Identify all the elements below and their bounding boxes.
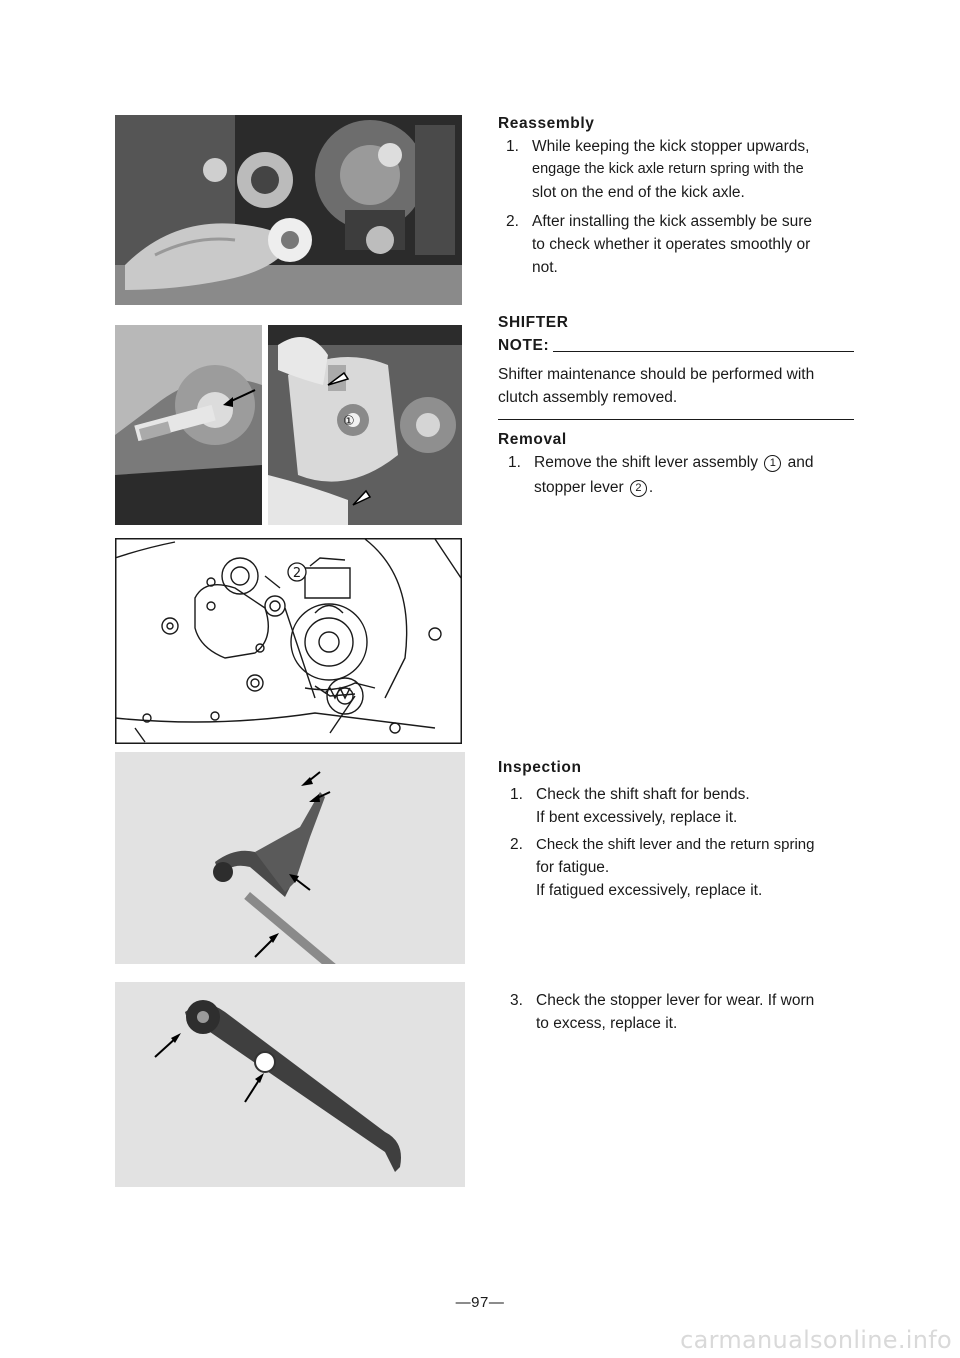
removal-text-end: . bbox=[648, 479, 654, 496]
photo-stopper-lever-part bbox=[115, 982, 465, 1187]
svg-text:①: ① bbox=[343, 414, 355, 429]
step-number: 2. bbox=[506, 213, 519, 230]
removal-line-2 bbox=[534, 476, 854, 499]
shifter-section bbox=[498, 311, 854, 499]
step-line: not. bbox=[532, 259, 558, 276]
step-line: to check whether it operates smoothly or bbox=[532, 236, 811, 253]
step-line: If fatigued excessively, replace it. bbox=[536, 882, 763, 899]
removal-text: Remove the shift lever assembly bbox=[534, 454, 758, 471]
photo-kick-shaft bbox=[115, 325, 262, 525]
step-line: slot on the end of the kick axle. bbox=[532, 184, 745, 201]
step-line: After installing the kick assembly be sure bbox=[532, 213, 812, 230]
reassembly-section bbox=[498, 112, 854, 279]
callout-1-badge: 1 bbox=[764, 455, 781, 472]
removal-text: stopper lever bbox=[534, 479, 624, 496]
note-end-rule bbox=[498, 419, 854, 420]
removal-line-1 bbox=[534, 451, 854, 474]
inspection-section bbox=[498, 756, 854, 902]
step-number: 3. bbox=[510, 992, 523, 1009]
photo-kick-axle-installation bbox=[115, 115, 462, 305]
shifter-heading: SHIFTER bbox=[498, 314, 569, 331]
diagram-callout-2: 2 bbox=[292, 566, 302, 581]
note-body bbox=[498, 363, 854, 409]
removal-text-end: and bbox=[787, 454, 814, 471]
step-line: Check the stopper lever for wear. If worn bbox=[536, 992, 815, 1009]
step-line: to excess, replace it. bbox=[536, 1015, 678, 1032]
removal-step-1 bbox=[508, 451, 854, 499]
note-label: NOTE: bbox=[498, 337, 550, 354]
step-number: 1. bbox=[510, 786, 523, 803]
callout-2-badge: 2 bbox=[630, 480, 647, 497]
note-line-text: Shifter maintenance should be performed with bbox=[498, 366, 815, 383]
inspection-step-3 bbox=[510, 989, 854, 1035]
step-line: If bent excessively, replace it. bbox=[536, 809, 738, 826]
inspection-step-3-section bbox=[498, 989, 854, 1035]
watermark: carmanualsonline.info bbox=[680, 1326, 952, 1354]
photo-shift-lever-removal bbox=[268, 325, 462, 525]
note-rule bbox=[553, 351, 854, 352]
step-number: 1. bbox=[506, 138, 519, 155]
shifter-line-diagram bbox=[115, 538, 462, 744]
step-line: While keeping the kick stopper upwards, bbox=[532, 138, 810, 155]
step-line: Check the shift lever and the return spring bbox=[536, 836, 815, 853]
step-number: 2. bbox=[510, 836, 523, 853]
inspection-heading: Inspection bbox=[498, 759, 582, 776]
photo-shift-shaft-part bbox=[115, 752, 465, 964]
inspection-step-1 bbox=[510, 783, 854, 829]
step-line: for fatigue. bbox=[536, 859, 610, 876]
page-number: —97— bbox=[455, 1294, 505, 1311]
step-line: Check the shift shaft for bends. bbox=[536, 786, 750, 803]
step-line: engage the kick axle return spring with the bbox=[532, 161, 804, 177]
inspection-step-2 bbox=[510, 833, 854, 902]
reassembly-heading: Reassembly bbox=[498, 115, 595, 132]
note-header bbox=[498, 334, 854, 357]
removal-heading: Removal bbox=[498, 431, 567, 448]
reassembly-step-1 bbox=[506, 135, 854, 204]
step-number: 1. bbox=[508, 454, 521, 471]
note-line-text: clutch assembly removed. bbox=[498, 389, 678, 406]
reassembly-step-2 bbox=[506, 210, 854, 279]
